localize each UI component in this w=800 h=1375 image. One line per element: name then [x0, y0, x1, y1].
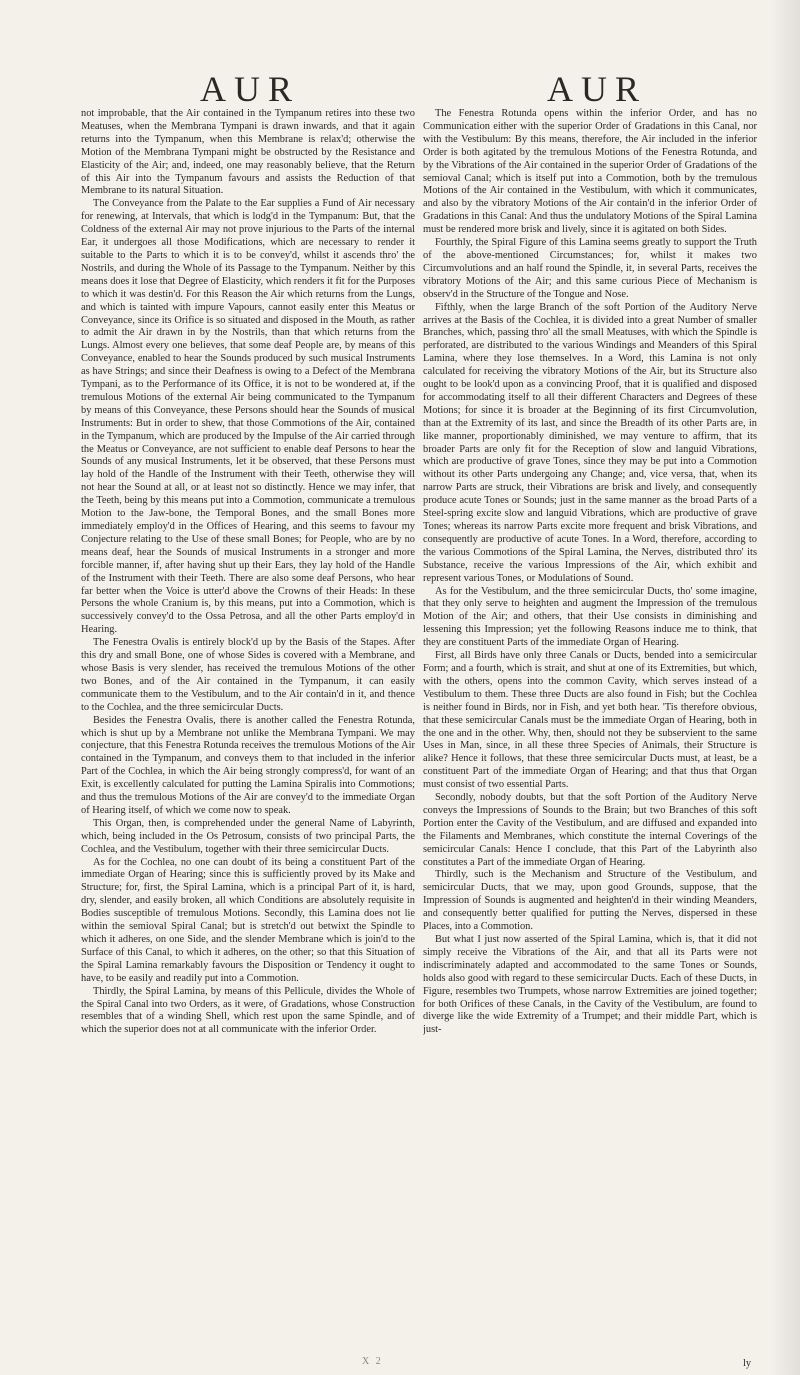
left-paragraph: The Fenestra Ovalis is entirely block'd up by the Basis of the Stapes. After this dry and small Bone, one of whose Sides is covered with a Membrane, and whose Basis is very slender, has received the tremulous Motions of the other two Bones, and of the Air contained in the Tympanum, it can easily communicate them to the Vestibulum, and to the Air contain'd in it, and thence to the Cochlea, and the three semicircular Ducts. — [81, 637, 415, 713]
left-paragraph: This Organ, then, is comprehended under the general Name of Labyrinth, which, being included in the Os Petrosum, consists of two principal Parts, the Cochlea, and the Vestibulum, together with their three semicircular Ducts. — [81, 817, 415, 855]
running-head-right: AUR — [547, 69, 648, 109]
right-paragraph: First, all Birds have only three Canals or Ducts, bended into a semicircular Form; and a fourth, which is strait, and shut at one of its Extremities, but which, with the others, opens into the common Cavity, which serves instead of a Vestibulum to them. These three Ducts are also found in Fish; but the Cochlea is neither found in Birds, nor in Fish, and yet both hear. 'Tis therefore obvious, that these semicircular Canals must be the immediate Organ of Hearing, both in the one and in the other. Why, then, should not they be subservient to the same Uses in Man, since, in all these three Species of Animals, their Structure is alike? Hence it follows, that these three semicircular Ducts must, at least, be a constituent Part of the immediate Organ of Hearing; and that thus that Organ must consist of two essential Parts. — [423, 650, 757, 791]
catchword: ly — [743, 1358, 752, 1369]
right-paragraph: Fifthly, when the large Branch of the soft Portion of the Auditory Nerve arrives at the Basis of the Cochlea, it is divided into a great Number of smaller Branches, which, passing thro' all the small Meatuses, with which the Spindle is perforated, are distributed to the various Windings and Meanders of this Spiral Lamina, where they lose themselves. In a Word, this Lamina is not only calculated for receiving the vibratory Motions of the Air, but its Structure also ought to be look'd upon as a convincing Proof, that it is qualified and disposed for accommodating itself to all their different Characters and Degrees of these Motions; for since it is broader at the Beginning of its first Circumvolution, than at the Extremity of its last, and since the Breadth of its other Parts are, in like manner, proportionably diminished, we may venture to affirm, that its broader Parts are only fit for the Reception of slow and languid Vibrations, which are productive of grave Tones, since they may be put into a Commotion without its other Parts undergoing any Change; and, vice versa, that, when its narrow Parts are struck, their Vibrations are brisk and lively, and consequently produce acute Tones or Sounds; just in the same manner as the broad Parts of a Steel-spring excite slow and languid Vibrations, which are productive of grave Tones; whereas its narrow Parts excite more frequent and brisk Vibrations, and consequently are productive of acute Tones. In a Word, therefore, according to the various Commotions of the Spiral Lamina, the Nerves, distributed thro' its Substance, receive the various Impressions of the Air, which exhibit and represent various Tones, or Modulations of Sound. — [423, 301, 757, 584]
left-paragraph: not improbable, that the Air contained in the Tympanum retires into these two Meatuses, when the Membrana Tympani is drawn inwards, and that it again returns into the Tympanum, when this Membrane is relax'd; otherwise the Motion of the Membrana Tympani might be obstructed by the Resistance and Elasticity of the Air; and, indeed, one may reasonably believe, that the Return of this Air into the Tympanum favours and assists the Reduction of that Membrane to its natural Situation. — [81, 108, 415, 197]
left-paragraph: The Conveyance from the Palate to the Ear supplies a Fund of Air necessary for renewing, at Intervals, that which is lodg'd in the Tympanum: But, that the Coldness of the external Air may not prove injurious to the Parts of the internal Ear, it undergoes all those Modifications, which are necessary to render it suitable to the Parts to which it is to be convey'd, whilst it ascends thro' the Nostrils, and during the Whole of its Passage to the Tympanum. Neither by this means does it lose that Degree of Elasticity, which renders it fit for the Purposes to which it was destin'd. For this Reason the Air which returns from the Lungs, and which is tainted with impure Vapours, cannot easily enter this Meatus or Conveyance, since its Orifice is so situated and disposed in the Mouth, as rather to admit the Air drawn in by the Nostrils, than that which returns from the Lungs. Almost every one believes, that some deaf People are, by means of this Conveyance, enabled to hear the Sounds produced by such musical Instruments as have Strings; and since their Deafness is owing to a Defect of the Membrana Tympani, as to the Performance of its Office, it is not to be wondered at, if the tremulous Motions of the external Air being communicated to the Tympanum by means of this Conveyance, these Persons should hear the Sounds of musical Instruments: But in order to shew, that those Commotions of the Air, contained in the Tympanum, which are produced by the Impulse of the Air carried through the Meatus or Conveyance, are not sufficient to enable deaf Persons to hear the Sounds of any musical Instruments, let it be observed, that these Persons must lay hold of the Handle of the Instrument with their Teeth, otherwise they will not hear the Sound at all, or at least not so distinctly. Hence we may infer, that the Teeth, being by this means put into a Commotion, communicate a tremulous Motion to the Jaw-bone, the Temporal Bones, and the small Bones more immediately employ'd in the Offices of Hearing, and this seems to favour my Conjecture relating to the Use of these small Bones; for People, who are by no means deaf, hear the Sounds of musical Instruments in a stronger and more forcible manner, if, after having shut up their Ears, they lay hold of the Handle of the Instrument with their Teeth. There are also some deaf Persons, who hear far better when the Voice is utter'd above the Crowns of their Heads: In these Persons the whole Cranium is, by this means, put into a Commotion, which is successively convey'd to the Ossa Petrosa, and all the other Parts employ'd in Hearing. — [81, 198, 415, 636]
signature-mark: X 2 — [362, 1356, 383, 1367]
right-paragraph: The Fenestra Rotunda opens within the inferior Order, and has no Communication either with the superior Order of Gradations in this Canal, nor with the Vestibulum: By this means, therefore, the Air included in the inferior Order is both agitated by the tremulous Motions of the Fenestra Rotunda, and by the Vibrations of the Air contained in the superior Order of Gradations of the semioval Canal; which is itself put into a Commotion, both by the tremulous Motions of the Air contained in the Vestibulum, with which it communicates, and also by the vibratory Motions of the Air contain'd in the inferior Order of Gradations in this Canal: And thus the undulatory Motions of the Spiral Lamina must be rendered more brisk and lively, since it is agitated on both Sides. — [423, 108, 757, 236]
right-paragraph: As for the Vestibulum, and the three semicircular Ducts, tho' some imagine, that they only serve to heighten and augment the Impression of the tremulous Motion of the Air; and others, that their Use consists in diminishing and lessening this Impression; yet the following Reasons induce me to think, that they are constituent Parts of the immediate Organ of Hearing. — [423, 585, 757, 649]
running-head-left: AUR — [200, 69, 301, 109]
left-column — [81, 108, 415, 1363]
left-paragraph: As for the Cochlea, no one can doubt of its being a constituent Part of the immediate Organ of Hearing; since this is sufficiently proved by its Make and Structure; for, first, the Spiral Lamina, which is a principal Part of it, is hard, dry, slender, and easily broken, all which Conditions are absolutely requisite in Bodies susceptible of tremulous Motions. Secondly, this Lamina does not lie within the semioval Spiral Canal; but is stretch'd out betwixt the Spindle to which it adheres, on one Side, and the slender Membrane which is join'd to the Surface of this Canal, to which it adheres, on the other; so that this Situation of the Spiral Lamina remarkably favours the Disposition or Tendency it ought to have, to be easily and readily put into a Commotion. — [81, 856, 415, 984]
page-edge-shadow — [770, 0, 800, 1375]
right-paragraph: Fourthly, the Spiral Figure of this Lamina seems greatly to support the Truth of the above-mentioned Circumstances; for, whilst it makes two Circumvolutions and an half round the Spindle, it, in several Parts, receives the vibratory Motions of the Air; and this same curious Piece of Mechanism is observ'd in the Structure of the Tongue and Nose. — [423, 237, 757, 300]
right-paragraph: Thirdly, such is the Mechanism and Structure of the Vestibulum, and semicircular Ducts, that we may, upon good Grounds, suppose, that the Impression of Sounds is augmented and heighten'd in their winding Meanders, and consequently better qualified for putting the Nerves, dispersed in these Places, into a Commotion. — [423, 869, 757, 933]
right-paragraph: Secondly, nobody doubts, but that the soft Portion of the Auditory Nerve conveys the Impressions of Sounds to the Brain; but two Branches of this soft Portion enter the Cavity of the Vestibulum, and are diffused and expanded into the Filaments and Membranes, which constitute the internal Coverings of the semicircular Canals: Hence I conclude, that this Part of the Labyrinth also constitutes a Part of the immediate Organ of Hearing. — [423, 792, 757, 868]
right-column — [423, 108, 757, 1363]
left-paragraph: Thirdly, the Spiral Lamina, by means of this Pellicule, divides the Whole of the Spiral Canal into two Orders, as it were, of Gradations, whose Construction resembles that of a winding Shell, which rest upon the same Spindle, and of which the superior does not at all communicate with the inferior Order. — [81, 985, 415, 1036]
right-paragraph: But what I just now asserted of the Spiral Lamina, which is, that it did not simply receive the Vibrations of the Air, and that all its Parts were not indiscriminately adapted and accommodated to the same Tones or Sounds, holds also good with regard to these semicircular Ducts. Each of these Ducts, in Figure, resembles two Trumpets, whose narrow Extremities are joined together; for both Orifices of these Canals, in the Cavity of the Vestibulum, are found to diverge like the wide Extremity of a Trumpet; and their middle Part, which is just- — [423, 934, 757, 1036]
left-paragraph: Besides the Fenestra Ovalis, there is another called the Fenestra Rotunda, which is shut up by a Membrane not unlike the Membrana Tympani. We may conjecture, that this Fenestra Rotunda receives the tremulous Motions of the Air contained in the Tympanum, and conveys them to that included in the inferior Part of the Cochlea, in which the Air being strongly compress'd, for want of an Exit, is excellently calculated for putting the Lamina Spiralis into Commotions; and thus the tremulous Motions of the Air are convey'd to the immediate Organ of Hearing itself, of which we come now to speak. — [81, 714, 415, 816]
